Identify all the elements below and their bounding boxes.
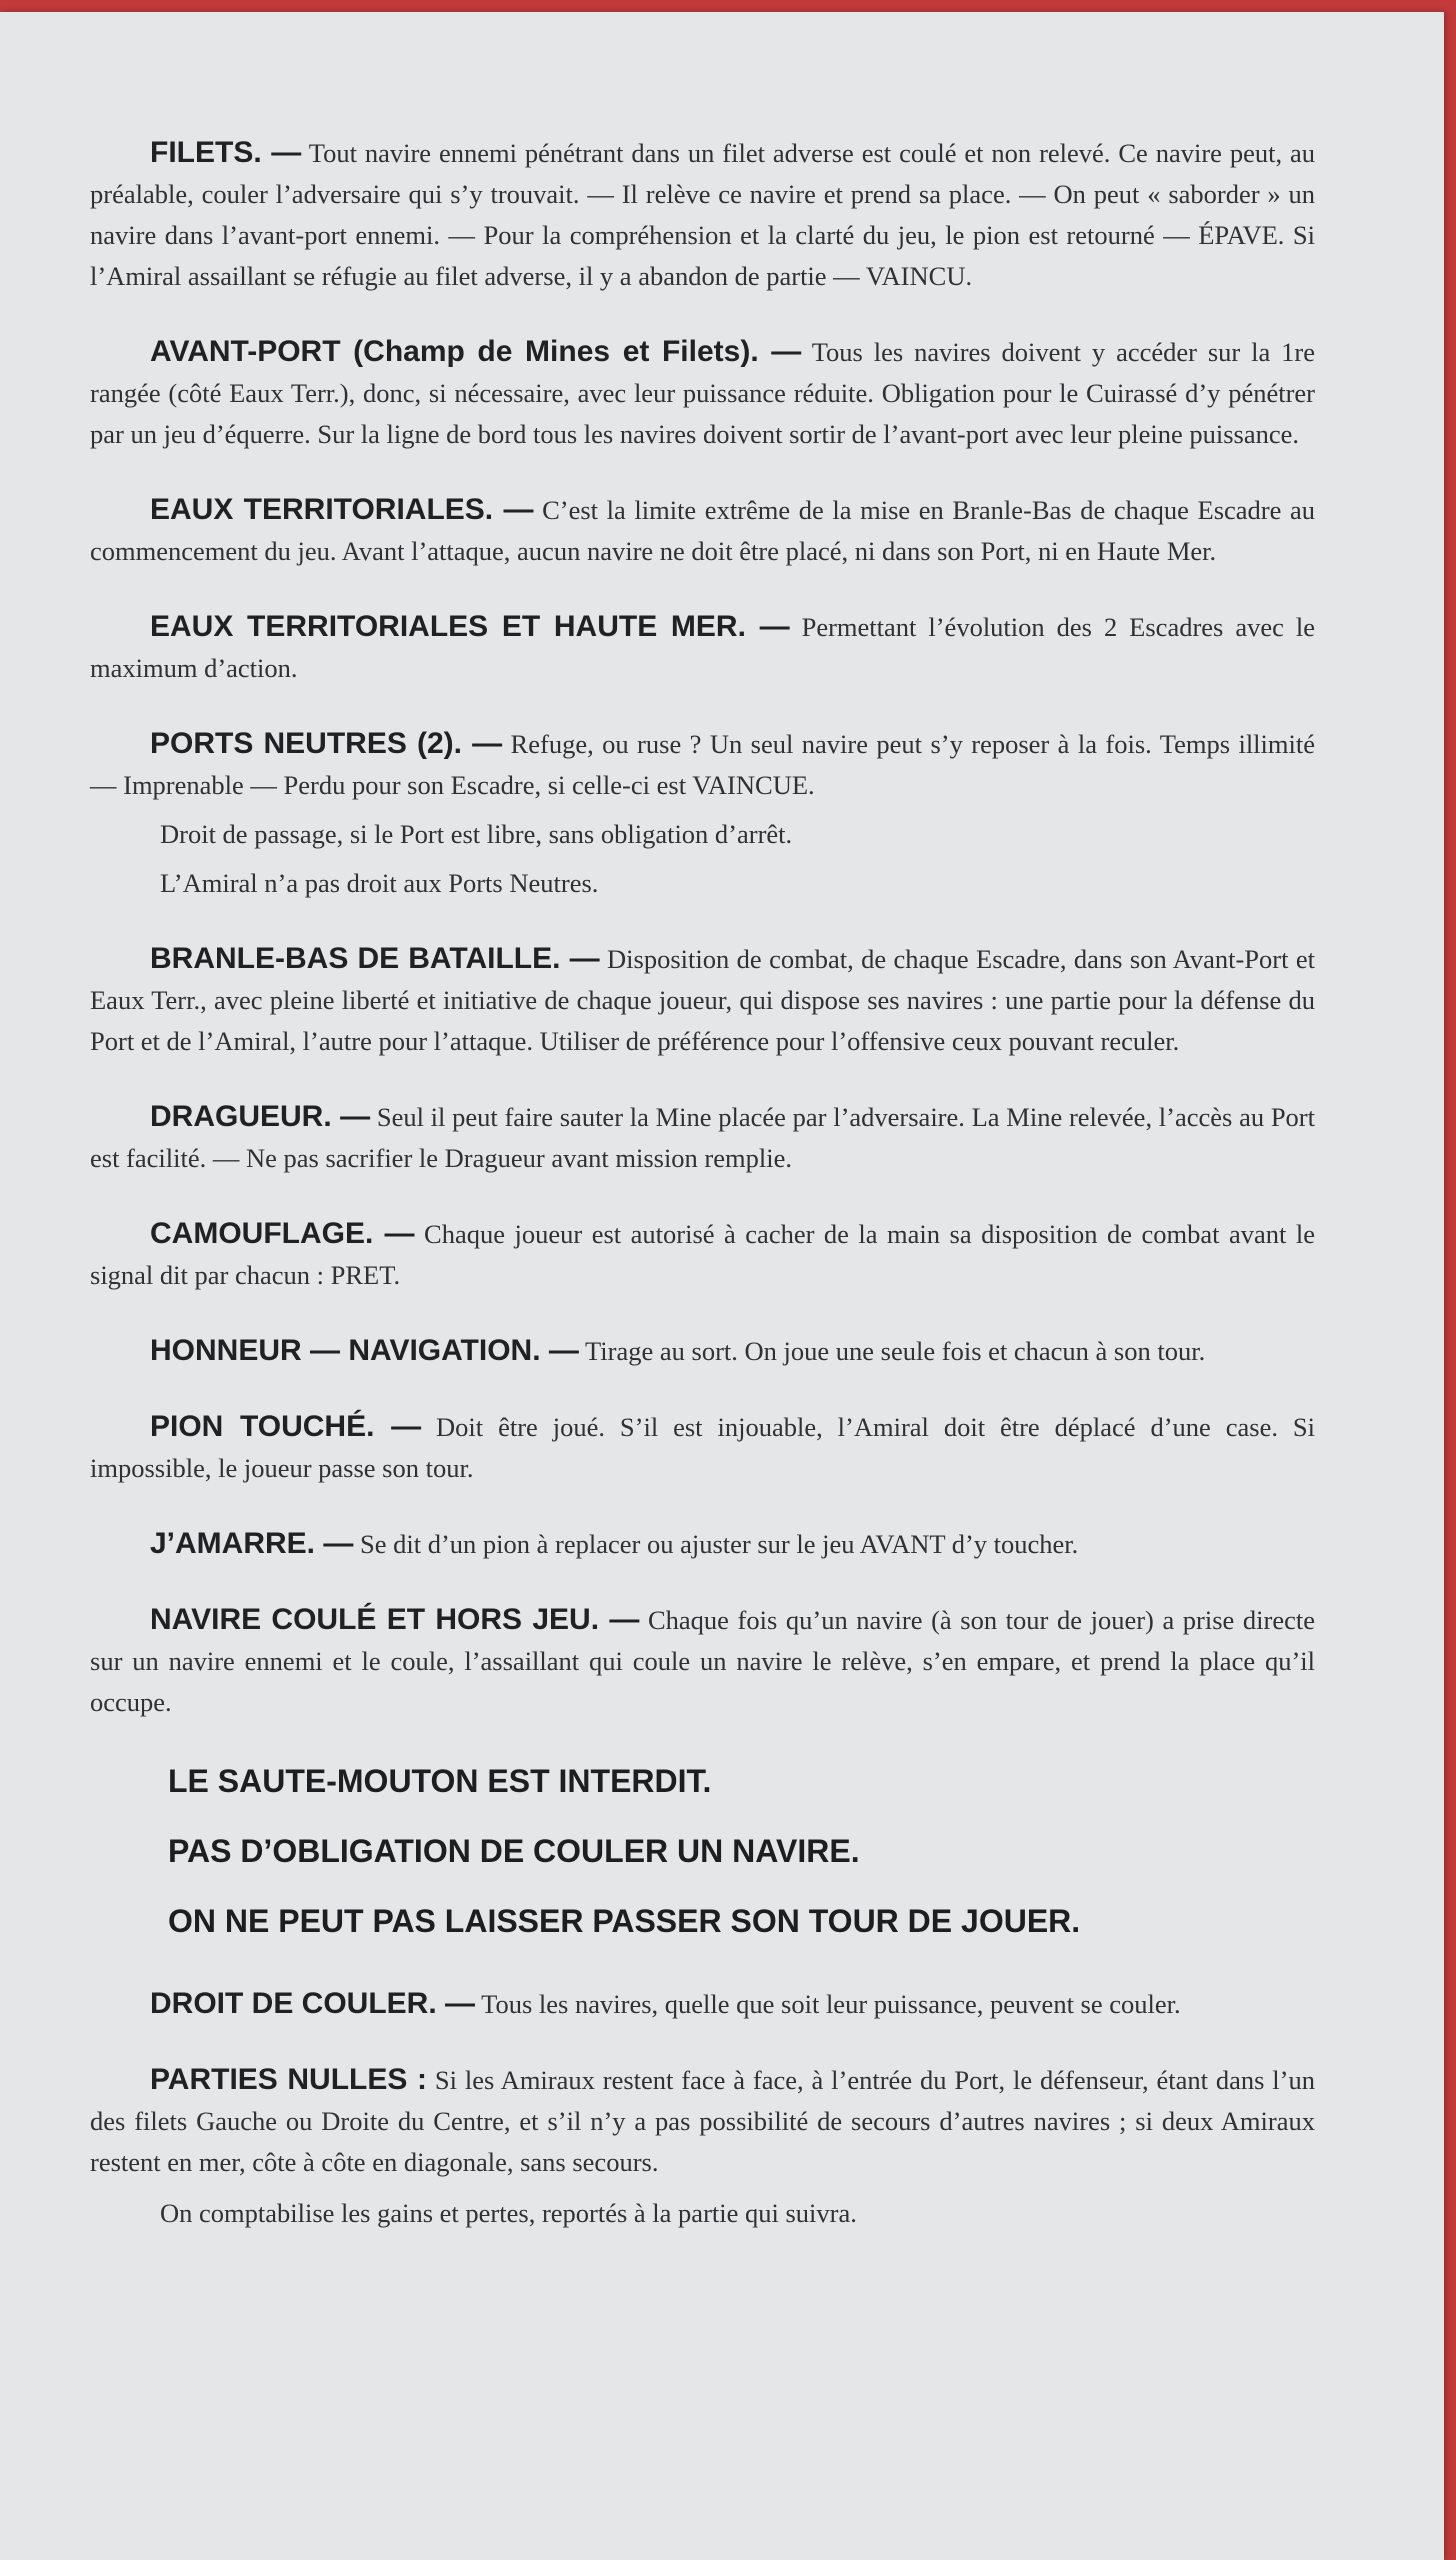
paragraph-heading: DRAGUEUR. — xyxy=(150,1100,371,1133)
paragraph-heading: NAVIRE COULÉ ET HORS JEU. — xyxy=(150,1603,640,1636)
rules-emphasis-block xyxy=(90,1757,1315,1945)
paragraph-heading: HONNEUR — NAVIGATION. — xyxy=(150,1334,579,1367)
paragraph-heading: PORTS NEUTRES (2). — xyxy=(150,727,503,760)
paragraph-heading: PION TOUCHÉ. — xyxy=(150,1410,422,1443)
paragraph-text: C’est la limite extrême de la mise en Branle-Bas de chaque Escadre au commencement du jeu. Avant l’attaque, aucun navire ne doit être placé, ni dans son Port, ni en Haute Mer. xyxy=(90,495,1315,566)
paragraph-heading: EAUX TERRITORIALES ET HAUTE MER. — xyxy=(150,610,790,643)
paragraph-text: Tous les navires doivent y accéder sur la 1re rangée (côté Eaux Terr.), donc, si nécessaire, avec leur puissance réduite. Obligation pour le Cuirassé d’y pénétrer par un jeu d’équerre. Sur la ligne de bord tous les navires doivent sortir de l’avant-port avec leur pleine puissance. xyxy=(90,337,1316,449)
paragraph-avant-port xyxy=(90,331,1315,455)
paragraph-text: Disposition de combat, de chaque Escadre, dans son Avant-Port et Eaux Terr., avec pleine liberté et initiative de chaque joueur, qui dispose ses navires : une partie pour la défense du Port et de l’Amiral, l’autre pour l’attaque. Utiliser de préférence pour l’offensive ceux pouvant reculer. xyxy=(90,944,1316,1056)
paragraph-text: Seul il peut faire sauter la Mine placée par l’adversaire. La Mine relevée, l’accès au Port est facilité. — Ne pas sacrifier le Dragueur avant mission remplie. xyxy=(90,1102,1315,1173)
paragraph-text: Tous les navires, quelle que soit leur puissance, peuvent se couler. xyxy=(475,1989,1181,2019)
paragraph-text: Se dit d’un pion à replacer ou ajuster sur le jeu AVANT d’y toucher. xyxy=(353,1529,1079,1559)
paragraph-eaux-territoriales xyxy=(90,489,1315,572)
paragraph-text: Si les Amiraux restent face à face, à l’entrée du Port, le défenseur, étant dans l’un des filets Gauche ou Droite du Centre, et s’il n’y a pas possibilité de secours d’autres navires ; si deux Amiraux restent en mer, côte à côte en diagonale, sans secours. xyxy=(90,2065,1315,2177)
paragraph-heading: CAMOUFLAGE. — xyxy=(150,1217,415,1250)
rule-caps-line: LE SAUTE-MOUTON EST INTERDIT. xyxy=(168,1763,712,1799)
paragraph-heading: DROIT DE COULER. — xyxy=(150,1987,476,2020)
paragraph-jamarre xyxy=(90,1523,1315,1565)
paragraph-text: Tout navire ennemi pénétrant dans un filet adverse est coulé et non relevé. Ce navire peut, au préalable, couler l’adversaire qui s’y trouvait. — Il relève ce navire et prend sa place. — On peut « saborder » un navire dans l’avant-port ennemi. — Pour la compréhension et la clarté du jeu, le pion est retourné — ÉPAVE. Si l’Amiral assaillant se réfugie au filet adverse, il y a abandon de partie — VAINCU. xyxy=(90,138,1315,291)
paragraph-heading: J’AMARRE. — xyxy=(150,1527,354,1560)
paragraph-subline: L’Amiral n’a pas droit aux Ports Neutres. xyxy=(160,868,599,898)
rules-sheet xyxy=(0,12,1444,2560)
paragraph-branle-bas xyxy=(90,938,1315,1062)
paragraph-heading: BRANLE-BAS DE BATAILLE. — xyxy=(150,942,600,975)
paragraph-heading: PARTIES NULLES : xyxy=(150,2063,427,2096)
paragraph-heading: AVANT-PORT (Champ de Mines et Filets). — xyxy=(150,335,802,368)
paragraph-text: Doit être joué. S’il est injouable, l’Amiral doit être déplacé d’une case. Si impossible, le joueur passe son tour. xyxy=(90,1412,1315,1483)
closing-line: On comptabilise les gains et pertes, reportés à la partie qui suivra. xyxy=(160,2198,857,2228)
paragraph-text: Tirage au sort. On joue une seule fois et chacun à son tour. xyxy=(578,1336,1206,1366)
paragraph-haute-mer xyxy=(90,606,1315,689)
paragraph-navire-coule xyxy=(90,1599,1315,1723)
paragraph-text: Chaque joueur est autorisé à cacher de la main sa disposition de combat avant le signal dit par chacun : PRET. xyxy=(90,1219,1315,1290)
rule-caps-line: ON NE PEUT PAS LAISSER PASSER SON TOUR DE JOUER. xyxy=(168,1903,1081,1939)
paragraph-heading: EAUX TERRITORIALES. — xyxy=(150,493,534,526)
paragraph-ports-neutres xyxy=(90,723,1315,904)
paragraph-filets xyxy=(90,132,1315,297)
paragraph-text: Refuge, ou ruse ? Un seul navire peut s’y reposer à la fois. Temps illimité — Imprenable — Perdu pour son Escadre, si celle-ci est VAINCUE. xyxy=(90,729,1316,800)
paragraph-parties-nulles xyxy=(90,2059,1315,2183)
rules-content xyxy=(90,132,1315,2268)
paragraph-honneur xyxy=(90,1330,1315,1372)
paragraph-text: Permettant l’évolution des 2 Escadres avec le maximum d’action. xyxy=(90,612,1315,683)
rule-caps-line: PAS D’OBLIGATION DE COULER UN NAVIRE. xyxy=(168,1833,860,1869)
paragraph-camouflage xyxy=(90,1213,1315,1296)
paragraph-subline: Droit de passage, si le Port est libre, sans obligation d’arrêt. xyxy=(160,819,793,849)
paragraph-droit-de-couler xyxy=(90,1983,1315,2025)
paragraph-text: Chaque fois qu’un navire (à son tour de jouer) a prise directe sur un navire ennemi et le coule, l’assaillant qui coule un navire le relève, s’en empare, et prend la place qu’il occupe. xyxy=(90,1605,1316,1717)
paragraph-pion-touche xyxy=(90,1406,1315,1489)
paragraph-dragueur xyxy=(90,1096,1315,1179)
paragraph-heading: FILETS. — xyxy=(150,136,302,169)
